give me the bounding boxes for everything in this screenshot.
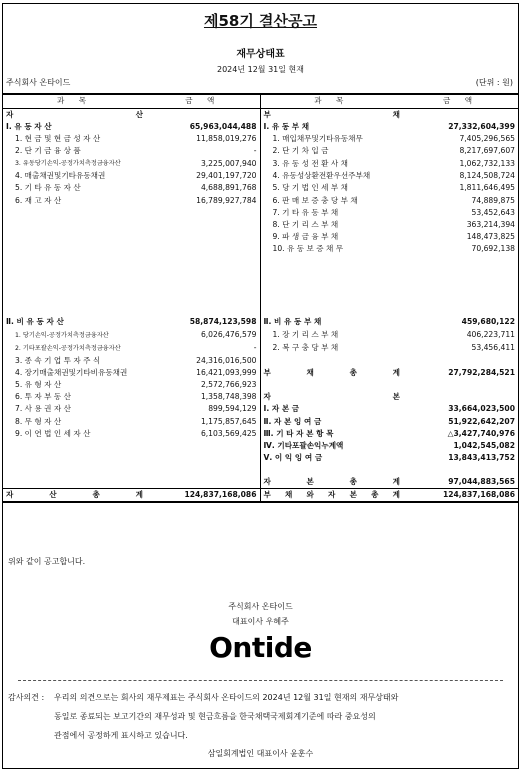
liab-equity-item-label: 부 채 총 계 [263,367,400,377]
col-header-amount-right: 금 액 [403,94,518,108]
audit-line: 동일로 종료되는 보고기간의 재무성과 및 현금흐름을 한국채택국제회계기준에 따라 중요성의 [54,712,376,721]
asset-item-amount: 1,358,748,398 [146,391,260,403]
liab-equity-item-label: Ⅲ. 기 타 자 본 항 목 [263,428,334,438]
asset-item-amount: 16,789,927,784 [146,194,260,206]
asset-item-label: 3. 유동당기손익-공정가치측정금융자산 [15,160,121,168]
table-row [3,367,518,379]
asset-item-amount: 899,594,129 [146,403,260,415]
table-row [3,243,518,255]
asset-item-label [3,440,146,452]
asset-item-amount [146,243,260,255]
liab-equity-item-amount [403,379,518,391]
liab-equity-item-label: 10. 유 동 보 증 채 무 [272,244,344,254]
asset-item-label: 6. 재 고 자 산 [15,195,62,205]
statement-title: 재무상태표 [236,49,285,60]
asset-item-label: 1. 현 금 및 현 금 성 자 산 [15,133,101,143]
asset-item-amount: 29,401,197,720 [146,170,260,182]
liab-equity-item-amount: 406,223,711 [466,330,515,339]
asset-item-label: 3. 종 속 기 업 투 자 주 식 [15,355,101,365]
asset-item-amount: 6,103,569,425 [146,428,260,440]
asset-item-label [3,476,146,489]
table-row [3,476,518,489]
table-row [3,108,518,121]
asset-item-label [3,304,146,316]
asset-item-label: 1. 당기손익-공정가치측정금융자산 [15,331,109,339]
table-row [3,219,518,231]
liab-equity-item-amount: 13,843,413,752 [448,453,515,463]
liab-equity-item-amount: 8,124,508,724 [459,171,515,181]
signature-ceo: 대표이사 우혜주 [232,617,289,626]
liab-equity-item-label: 자 본 총 계 [263,477,400,487]
asset-item-amount: 11,858,019,276 [146,133,260,145]
liab-equity-item-amount [403,255,518,267]
table-row [3,316,518,328]
liab-equity-item-amount: 1,042,545,082 [453,440,515,450]
total-assets-label: 자 산 총 계 [3,489,146,503]
liab-equity-item-amount: 97,044,883,565 [448,477,515,487]
asset-item-label [3,280,146,292]
asset-item-amount [146,268,260,280]
liab-equity-item-label: 2. 단 기 차 입 금 [272,145,329,155]
asset-item-label [3,243,146,255]
asset-item-amount: - [146,342,260,355]
asset-item-amount [146,464,260,476]
statement-date: 2024년 12월 31일 현재 [217,65,304,74]
table-row [3,280,518,292]
audit-line: 관점에서 공정하게 표시하고 있습니다. [54,731,188,740]
liab-equity-item-amount [403,464,518,476]
liab-equity-item-label [260,464,403,476]
col-header-item-right: 과 목 [260,94,403,108]
grand-total-row [3,489,518,503]
total-liab-equity-label: 부 채 와 자 본 총 계 [260,489,403,503]
liab-equity-item-amount [403,355,518,367]
asset-item-label: 9. 이 연 법 인 세 자 산 [15,428,91,438]
asset-item-amount: 1,175,857,645 [146,415,260,427]
company-name: 주식회사 온타이드 [6,78,71,87]
asset-item-amount: 65,963,044,488 [146,121,260,133]
asset-item-amount: 2,572,766,923 [146,379,260,391]
asset-item-label [3,219,146,231]
table-row [3,268,518,280]
liab-equity-item-amount: 27,792,284,521 [448,367,515,377]
asset-item-label: 5. 유 형 자 산 [15,379,62,389]
audit-label: 감사의견 : [8,693,45,702]
liab-equity-item-label: 5. 당 기 법 인 세 부 채 [272,183,348,193]
liab-equity-item-label: Ⅰ. 자 본 금 [263,404,300,414]
table-header-row [3,94,518,108]
table-row [3,391,518,403]
table-row [3,157,518,170]
asset-item-label: 2. 단 기 금 융 상 품 [15,145,81,155]
liab-equity-item-amount: 27,332,604,399 [448,121,515,131]
asset-item-label [3,255,146,267]
liab-equity-item-amount: 7,405,296,565 [459,133,515,143]
liab-equity-item-amount: 1,062,732,133 [459,158,515,168]
page-title: 제58기 결산공고 [203,12,318,30]
liab-equity-item-amount: 363,214,394 [466,219,515,229]
liab-equity-item-label [260,268,403,280]
table-row [3,379,518,391]
asset-item-amount [146,304,260,316]
liab-equity-item-label: 4. 유동성상환전환우선주부채 [272,171,371,181]
divider [18,680,503,681]
asset-item-label: 자 산 [6,109,143,119]
liab-equity-item-label: 2. 복 구 충 당 부 채 [272,343,339,352]
table-row [3,170,518,182]
col-header-item-left: 과 목 [3,94,146,108]
liab-equity-item-amount: 51,922,642,207 [448,416,515,426]
table-row [3,145,518,157]
asset-item-amount [146,255,260,267]
signature-company: 주식회사 온타이드 [228,602,293,611]
asset-item-label: Ⅰ. 유 동 자 산 [6,121,52,131]
liab-equity-item-amount: 53,452,643 [471,207,515,217]
col-header-amount-left: 금 액 [146,94,260,108]
asset-item-label: Ⅱ. 비 유 동 자 산 [6,317,64,327]
liab-equity-item-label [260,255,403,267]
table-row [3,182,518,194]
liab-equity-item-amount [403,108,518,121]
table-row [3,207,518,219]
table-row [3,452,518,464]
liab-equity-item-amount: 459,680,122 [461,317,515,327]
asset-item-label [3,452,146,464]
asset-item-amount: 16,421,093,999 [146,367,260,379]
liab-equity-item-label: Ⅰ. 유 동 부 채 [263,121,310,131]
table-row [3,342,518,355]
asset-item-label: 8. 무 형 자 산 [15,416,62,426]
table-row [3,292,518,304]
liab-equity-item-amount [403,292,518,304]
asset-item-amount [146,476,260,489]
asset-item-amount [146,452,260,464]
liab-equity-item-label [260,292,403,304]
total-assets-amount: 124,837,168,086 [146,489,260,503]
auditor-signature: 삼일회계법인 대표이사 윤훈수 [207,749,314,758]
liab-equity-item-amount: 1,811,646,495 [459,183,515,193]
asset-item-label: 2. 기타포괄손익-공정가치측정금융자산 [15,344,121,352]
table-row [3,304,518,316]
asset-item-amount [146,440,260,452]
asset-item-label [3,231,146,243]
total-liab-equity-amount: 124,837,168,086 [403,489,518,503]
asset-item-amount [146,219,260,231]
liab-equity-item-label: 부 채 [263,109,400,119]
asset-item-amount [146,280,260,292]
liab-equity-item-amount: 53,456,411 [471,343,515,352]
liab-equity-item-label: 7. 기 타 유 동 부 채 [272,207,339,217]
balance-sheet-table [3,93,518,503]
liab-equity-item-label: 1. 장 기 리 스 부 채 [272,330,339,339]
liab-equity-item-label: 6. 판 매 보 증 충 당 부 채 [272,195,358,205]
asset-item-label: 4. 매출채권및기타유동채권 [15,171,106,181]
asset-item-amount [146,108,260,121]
asset-item-label [3,292,146,304]
liab-equity-item-label: Ⅳ. 기타포괄손익누계액 [263,440,344,450]
asset-item-label: 6. 투 자 부 동 산 [15,392,71,402]
liab-equity-item-amount [403,280,518,292]
asset-item-label [3,268,146,280]
table-row [3,255,518,267]
liab-equity-item-amount: △3,427,740,976 [447,428,515,438]
liab-equity-item-label [260,355,403,367]
asset-item-label [3,207,146,219]
asset-item-amount: 6,026,476,579 [146,329,260,342]
liab-equity-item-label: 9. 파 생 금 융 부 채 [272,232,339,242]
asset-item-amount [146,292,260,304]
liab-equity-item-label: 8. 단 기 리 스 부 채 [272,219,339,229]
asset-item-amount: - [146,145,260,157]
table-row [3,133,518,145]
asset-item-label: 4. 장기매출채권및기타비유동채권 [15,367,128,377]
table-row [3,464,518,476]
liab-equity-item-label: Ⅱ. 자 본 잉 여 금 [263,416,322,426]
table-row [3,415,518,427]
liab-equity-item-amount [403,304,518,316]
asset-item-amount: 58,874,123,598 [146,316,260,328]
liab-equity-item-amount: 70,692,138 [471,244,515,254]
asset-item-label: 5. 기 타 유 동 자 산 [15,183,81,193]
table-row [3,194,518,206]
table-row [3,329,518,342]
table-row [3,121,518,133]
table-row [3,428,518,440]
liab-equity-item-label: 1. 매입채무및기타유동채무 [272,133,363,143]
liab-equity-item-label: 자 본 [263,392,400,402]
liab-equity-item-label: Ⅴ. 이 익 잉 여 금 [263,453,323,463]
table-row [3,440,518,452]
liab-equity-item-amount [403,391,518,403]
audit-line: 우리의 의견으로는 회사의 재무제표는 주식회사 온타이드의 2024년 12월 31일 현재의 재무상태와 [54,693,399,702]
notice-text: 위와 같이 공고합니다. [8,557,86,566]
liab-equity-item-amount: 148,473,825 [466,232,515,242]
asset-item-amount: 3,225,007,940 [146,157,260,170]
asset-item-label: 7. 사 용 권 자 산 [15,404,71,414]
liab-equity-item-label: Ⅱ. 비 유 동 부 채 [263,317,322,327]
audit-opinion [8,688,513,745]
liab-equity-item-amount: 33,664,023,500 [448,404,515,414]
unit-label: (단위 : 원) [475,78,513,87]
liab-equity-item-amount [403,268,518,280]
asset-item-amount: 24,316,016,500 [146,355,260,367]
company-logo: Ontide [209,631,312,664]
liab-equity-item-amount: 8,217,697,607 [459,145,515,155]
asset-item-amount [146,207,260,219]
liab-equity-item-label [260,379,403,391]
table-row [3,403,518,415]
table-row [3,355,518,367]
table-row [3,231,518,243]
liab-equity-item-amount: 74,889,875 [471,195,515,205]
asset-item-amount: 4,688,891,768 [146,182,260,194]
asset-item-label [3,464,146,476]
table-body [3,108,518,489]
liab-equity-item-label [260,280,403,292]
liab-equity-item-label: 3. 유 동 성 전 환 사 채 [272,158,348,168]
liab-equity-item-label [260,304,403,316]
asset-item-amount [146,231,260,243]
